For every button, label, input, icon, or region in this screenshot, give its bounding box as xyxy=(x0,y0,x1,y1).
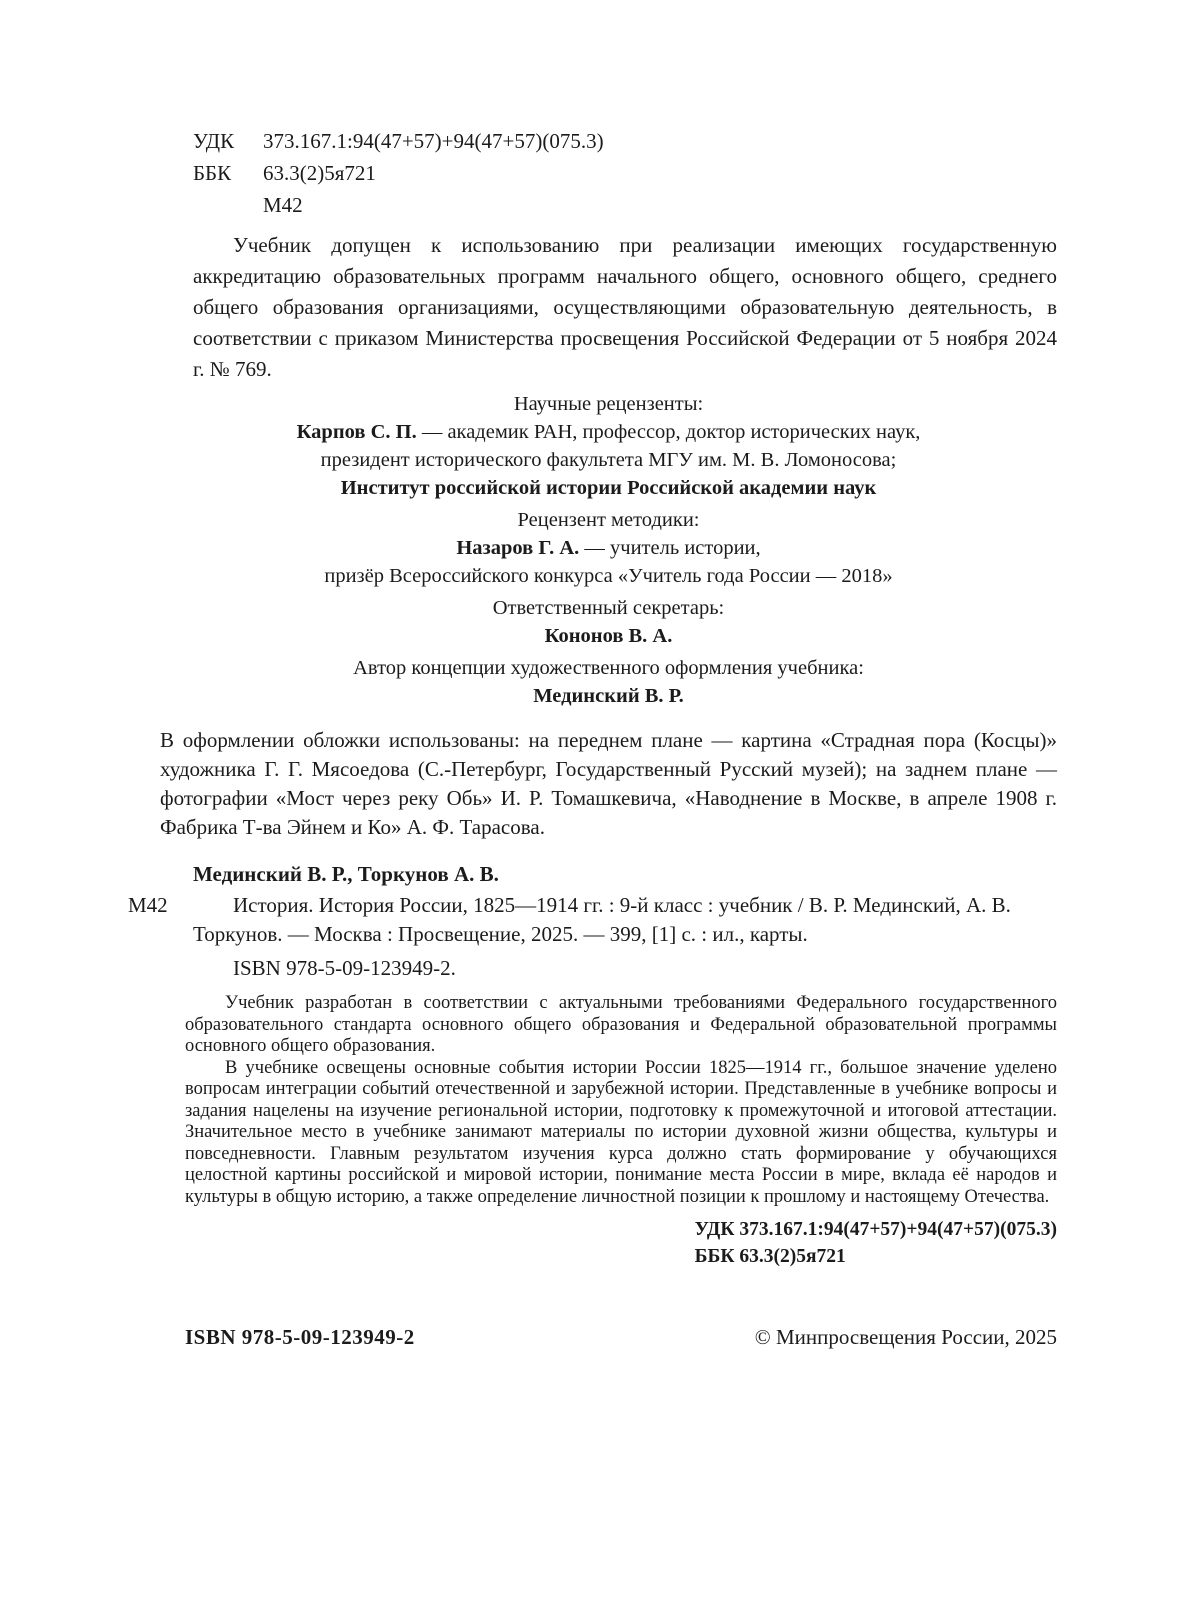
bbk-value: 63.3(2)5я721 xyxy=(263,161,376,185)
bbk-label: ББК xyxy=(193,161,232,185)
secretary-title: Ответственный секретарь: xyxy=(492,597,725,619)
footer-classification xyxy=(160,1216,1057,1270)
annotation-paragraph-1: Учебник разработан в соответствии с актуальными требованиями Федерального государственного образовательного стандарта основного общего образования и Федеральной образовательной программы основного общего образования. xyxy=(185,993,1057,1056)
author-sign-code: М42 xyxy=(263,193,303,217)
reviewer-karpov-line2: президент исторического факультета МГУ им. М. В. Ломоносова; xyxy=(320,449,897,471)
footer-classification-inner xyxy=(695,1216,1057,1270)
catalog-entry-text: История. История России, 1825—1914 гг. : 9-й класс : учебник / В. Р. Мединский, А. В. Торкунов. — Москва : Просвещение, 2025. — 399, [1] с. : ил., карты. xyxy=(193,893,1011,946)
bbk-line xyxy=(193,157,1057,189)
methodology-nazarov-line xyxy=(160,534,1057,562)
udk-line xyxy=(193,125,1057,157)
secretary-group xyxy=(160,594,1057,650)
cover-description: В оформлении обложки использованы: на переднем плане — картина «Страдная пора (Косцы)» художника Г. Г. Мясоедова (С.-Петербург, Государственный Русский музей); на заднем плане — фотографии «Мост через реку Обь» И. Р. Томашкевича, «Наводнение в Москве, в апреле 1908 г. Фабрика Т-ва Эйнем и Ко» А. Ф. Тарасова. xyxy=(160,728,1057,839)
annotation-block xyxy=(185,993,1057,1208)
design-group xyxy=(160,654,1057,710)
catalog-authors: Мединский В. Р., Торкунов А. В. xyxy=(193,862,499,886)
isbn: ISBN 978-5-09-123949-2 xyxy=(185,1325,415,1349)
credits-block xyxy=(160,390,1057,710)
methodology-nazarov-name: Назаров Г. А. xyxy=(456,537,580,559)
secretary-name: Кононов В. А. xyxy=(544,625,673,647)
methodology-nazarov-line2: призёр Всероссийского конкурса «Учитель года России — 2018» xyxy=(324,565,893,587)
reviewer-karpov-line xyxy=(160,418,1057,446)
approval-paragraph: Учебник допущен к использованию при реализации имеющих государственную аккредитацию образовательных программ начального общего, основного общего, среднего общего образования организациями, осуществляющими образовательную деятельность, в соответствии с приказом Министерства просвещения Российской Федерации от 5 ноября 2024 г. № 769. xyxy=(193,233,1057,381)
bottom-row xyxy=(185,1325,1057,1350)
methodology-nazarov-desc: — учитель истории, xyxy=(579,537,761,559)
methodology-group xyxy=(160,506,1057,590)
design-title: Автор концепции художественного оформления учебника: xyxy=(353,657,864,679)
copyright: © Минпросвещения России, 2025 xyxy=(754,1325,1057,1349)
reviewer-karpov-desc: — академик РАН, профессор, доктор исторических наук, xyxy=(416,421,921,443)
udk-value: 373.167.1:94(47+57)+94(47+57)(075.3) xyxy=(263,129,604,153)
reviewers-title: Научные рецензенты: xyxy=(513,393,704,415)
catalog-entry xyxy=(128,891,1057,949)
reviewer-karpov-name: Карпов С. П. xyxy=(296,421,417,443)
classification-header xyxy=(193,125,1057,221)
methodology-title: Рецензент методики: xyxy=(517,509,700,531)
catalog-code: М42 xyxy=(128,893,168,917)
reviewers-group xyxy=(160,390,1057,502)
catalog-card xyxy=(128,860,1057,983)
footer-udk: УДК 373.167.1:94(47+57)+94(47+57)(075.3) xyxy=(694,1219,1057,1240)
udk-label: УДК xyxy=(193,129,235,153)
design-name: Мединский В. Р. xyxy=(533,685,684,707)
reviewer-institute: Институт российской истории Российской академии наук xyxy=(340,477,877,499)
catalog-isbn: ISBN 978-5-09-123949-2. xyxy=(233,956,456,980)
footer-bbk: ББК 63.3(2)5я721 xyxy=(694,1246,846,1267)
annotation-paragraph-2: В учебнике освещены основные события истории России 1825—1914 гг., большое значение уделено вопросам интеграции событий отечественной и зарубежной истории. Представленные в учебнике вопросы и задания нацелены на изучение региональной истории, подготовку к промежуточной и итоговой аттестации. Значительное место в учебнике занимают материалы по истории духовной жизни общества, культуры и повседневности. Главным результатом изучения курса должно стать формирование у обучающихся целостной картины российской и мировой истории, понимание места России в мире, вклада её народов и культуры в общую историю, а также определение личностной позиции к прошлому и настоящему Отечества. xyxy=(185,1057,1057,1207)
